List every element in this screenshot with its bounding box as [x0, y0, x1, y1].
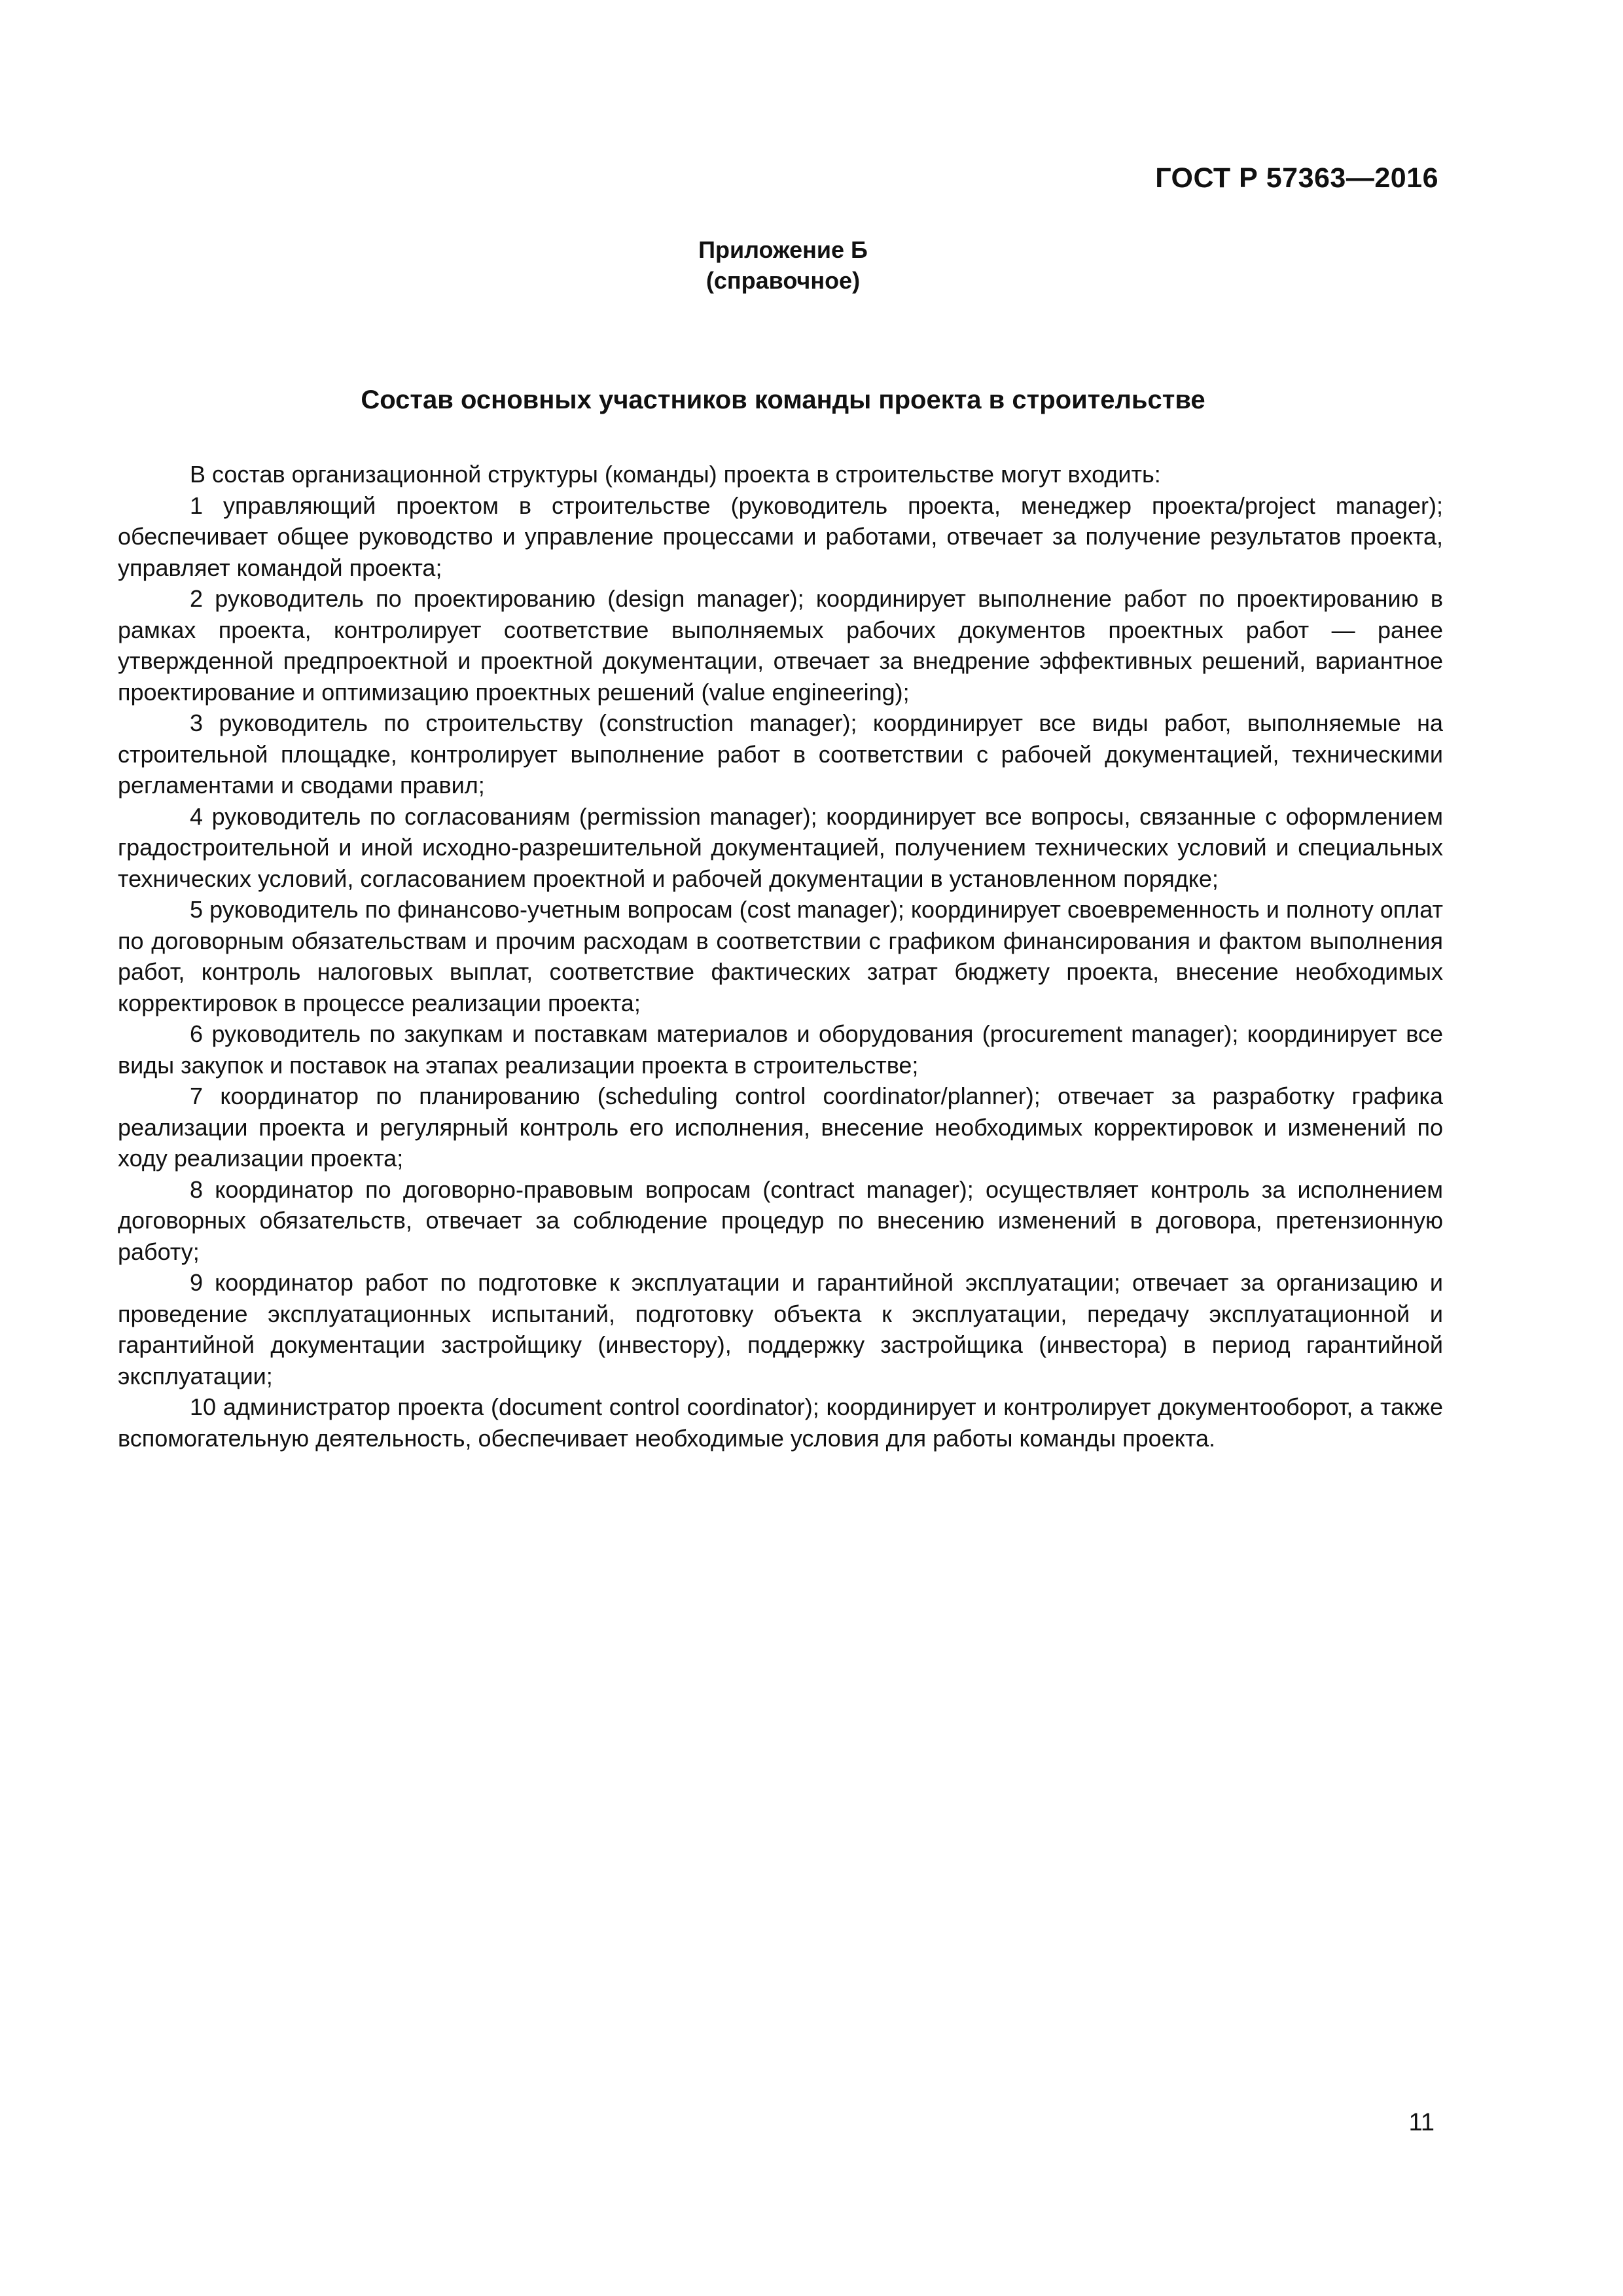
list-item: 4 руководитель по согласованиям (permission manager); координирует все вопросы, связанные с оформлением градостроительной и иной исходно-разрешительной документацией, получением технических условий и специальных технических условий, согласованием проектной и рабочей документации в установленном порядке; — [118, 802, 1443, 892]
list-item: 5 руководитель по финансово-учетным вопросам (cost manager); координирует своевременность и полноту оплат по договорным обязательствам и прочим расходам в соответствии с графиком финансирования и фактом выполнения работ, контроль налоговых выплат, соответствие фактических затрат бюджету проекта, внесение необходимых корректировок в процессе реализации проекта; — [118, 896, 1443, 1016]
list-item: 7 координатор по планированию (scheduling control coordinator/planner); отвечает за разработку графика реализации проекта и регулярный контроль его исполнения, внесение необходимых корректировок и изменений по ходу реализации проекта; — [118, 1083, 1443, 1172]
list-item: 9 координатор работ по подготовке к эксплуатации и гарантийной эксплуатации; отвечает за организацию и проведение эксплуатационных испытаний, подготовку объекта к эксплуатации, передачу эксплуатационной и гарантийной документации застройщику (инвестору), поддержку застройщика (инвестора) в период гарантийной эксплуатации; — [118, 1269, 1443, 1390]
section-title: Состав основных участников команды проекта в строительстве — [361, 386, 1205, 414]
list-item: 1 управляющий проектом в строительстве (руководитель проекта, менеджер проекта/project manager); обеспечивает общее руководство и управление процессами и работами, отвечает за получение результатов проекта, управляет командой проекта; — [118, 492, 1443, 581]
list-item: 8 координатор по договорно-правовым вопросам (contract manager); осуществляет контроль за исполнением договорных обязательств, отвечает за соблюдение процедур по внесению изменений в договора, претензионную работу; — [118, 1175, 1443, 1265]
appendix-heading — [0, 234, 1566, 296]
appendix-type: (справочное) — [705, 267, 861, 294]
list-item: 6 руководитель по закупкам и поставкам материалов и оборудования (procurement manager); координирует все виды закупок и поставок на этапах реализации проекта в строительстве; — [118, 1020, 1443, 1079]
list-item: 3 руководитель по строительству (construction manager); координирует все виды работ, выполняемые на строительной площадке, контролирует выполнение работ в соответствии с рабочей документацией, техническими регламентами и сводами правил; — [118, 709, 1443, 798]
appendix-label: Приложение Б — [698, 236, 868, 263]
body-text — [118, 459, 1443, 1454]
list-item: 2 руководитель по проектированию (design manager); координирует выполнение работ по проектированию в рамках проекта, контролирует соответствие выполняемых рабочих документов проектных работ — ранее утвержденной предпроектной и проектной документации, отвечает за внедрение эффективных решений, вариантное проектирование и оптимизацию проектных решений (value engineering); — [118, 585, 1443, 706]
document-code: ГОСТ Р 57363—2016 — [1155, 162, 1438, 194]
page-number: 11 — [1408, 2109, 1435, 2136]
list-item: 10 администратор проекта (document control coordinator); координирует и контролирует документооборот, а также вспомогательную деятельность, обеспечивает необходимые условия для работы команды проекта. — [118, 1393, 1443, 1452]
intro-paragraph: В состав организационной структуры (команды) проекта в строительстве могут входить: — [190, 461, 1161, 488]
